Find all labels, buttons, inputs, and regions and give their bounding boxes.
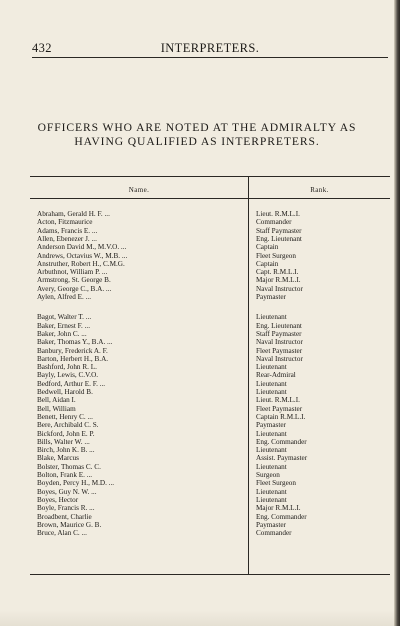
officer-name: Anstruther, Robert H., C.M.G. <box>37 259 125 268</box>
officer-name: Arbuthnot, William P. ... <box>37 268 108 277</box>
officer-name: Armstrong, St. George B. <box>37 276 111 285</box>
section-title-line-1: OFFICERS WHO ARE NOTED AT THE ADMIRALTY AS <box>37 121 357 134</box>
page-bottom-shade <box>0 610 400 626</box>
officer-rank: Eng. Commander <box>256 437 307 446</box>
officer-rank: Assist. Paymaster <box>256 454 308 463</box>
officer-rank: Eng. Commander <box>256 512 307 521</box>
officer-name: Birch, John K. B. ... <box>37 446 95 455</box>
officer-rank: Lieutenant <box>256 487 287 496</box>
officer-rank: Lieutenant <box>256 495 287 504</box>
officer-name: Baker, Ernest F. ... <box>37 321 91 330</box>
officer-name: Avery, George C., B.A. ... <box>37 284 112 293</box>
officer-rank: Naval Instructor <box>256 354 303 363</box>
officer-rank: Lieutenant <box>256 379 287 388</box>
officer-rank: Lieutenant <box>256 388 287 396</box>
officer-name: Blake, Marcus <box>37 454 79 463</box>
officer-name: Acton, Fitzmaurice <box>37 218 93 227</box>
table-row <box>30 293 390 302</box>
officer-rank: Captain <box>256 259 279 268</box>
officer-rank: Naval Instructor <box>256 284 303 293</box>
officer-name: Abraham, Gerald H. F. ... <box>37 210 110 218</box>
officer-name: Banbury, Frederick A. F. <box>37 346 108 355</box>
officer-name: Boyes, Guy N. W. ... <box>37 487 97 496</box>
running-title: INTERPRETERS. <box>160 41 260 55</box>
officer-rank: Fleet Paymaster <box>256 404 303 413</box>
header-row-rule <box>30 198 390 199</box>
officer-rank: Paymaster <box>256 520 286 529</box>
officer-rank: Naval Instructor <box>256 338 303 347</box>
officer-rank: Lieutenant <box>256 462 287 471</box>
column-header-rank: Rank. <box>310 186 329 194</box>
officer-rank: Rear-Admiral <box>256 371 296 380</box>
officer-name: Bagot, Walter T. ... <box>37 313 92 322</box>
column-header-name: Name. <box>128 186 150 194</box>
officer-rank: Captain <box>256 243 279 252</box>
header-rule <box>32 57 388 58</box>
officer-rank: Staff Paymaster <box>256 226 302 235</box>
officer-rank: Major R.M.L.I. <box>256 276 301 285</box>
officer-name: Andrews, Octavius W., M.B. ... <box>37 251 128 260</box>
officer-name: Barton, Herbert H., B.A. <box>37 354 109 363</box>
officer-rank: Commander <box>256 529 292 538</box>
officer-name: Bills, Walter W. ... <box>37 437 90 446</box>
officer-name: Boyden, Percy H., M.D. ... <box>37 479 115 488</box>
officer-name: Adams, Francis E. ... <box>37 226 98 235</box>
officer-rank: Fleet Surgeon <box>256 251 296 260</box>
officer-name: Bell, Aidan I. <box>37 396 76 405</box>
officer-name: Bolster, Thomas C. C. <box>37 462 101 471</box>
officer-rank: Eng. Lieutenant <box>256 234 302 243</box>
officer-name: Baker, Thomas Y., B.A. ... <box>37 338 113 347</box>
officer-rank: Surgeon <box>256 471 280 479</box>
officer-name: Bedford, Arthur E. F. ... <box>37 379 106 388</box>
officer-rank: Major R.M.L.I. <box>256 504 301 513</box>
officer-name: Boyes, Hector <box>37 495 79 504</box>
officer-name: Bell, William <box>37 404 76 413</box>
officer-rank: Capt. R.M.L.I. <box>256 268 299 277</box>
officer-name: Broadbent, Charlie <box>37 512 92 521</box>
officer-rank: Lieut. R.M.L.I. <box>256 210 300 218</box>
officer-name: Brown, Maurice G. B. <box>37 520 102 529</box>
officer-name: Anderson David M., M.V.O. ... <box>37 243 127 252</box>
officer-rank: Lieutenant <box>256 429 287 438</box>
officer-name: Boyle, Francis R. ... <box>37 504 95 513</box>
officer-name: Bolton, Frank E. ... <box>37 471 93 479</box>
officer-name: Aylen, Alfred E. ... <box>37 293 92 301</box>
officer-name: Bickford, John E. P. <box>37 429 95 438</box>
officer-rank: Lieutenant <box>256 446 287 455</box>
table-row <box>30 529 390 538</box>
interpreters-table <box>30 176 390 575</box>
officer-rank: Captain R.M.L.I. <box>256 412 306 421</box>
page-number: 432 <box>32 41 52 55</box>
officer-rank: Paymaster <box>256 293 286 301</box>
officer-rank: Eng. Lieutenant <box>256 321 302 330</box>
officer-rank: Fleet Surgeon <box>256 479 296 488</box>
officer-name: Bedwell, Harold B. <box>37 388 93 396</box>
page-header <box>32 41 388 57</box>
officer-rank: Lieutenant <box>256 363 287 372</box>
officer-name: Bruce, Alan C. ... <box>37 529 87 538</box>
officer-rank: Fleet Paymaster <box>256 346 303 355</box>
officer-name: Baker, John C. ... <box>37 329 87 338</box>
officer-name: Bere, Archibald C. S. <box>37 421 99 430</box>
officer-rank: Staff Paymaster <box>256 329 302 338</box>
officer-rank: Lieutenant <box>256 313 287 322</box>
section-title-line-2: HAVING QUALIFIED AS INTERPRETERS. <box>74 135 320 148</box>
binding-edge <box>394 0 400 626</box>
officer-rank: Commander <box>256 218 292 227</box>
officer-name: Benett, Henry C. ... <box>37 412 93 421</box>
officer-name: Bayly, Lewis, C.V.O. <box>37 371 99 380</box>
officer-name: Bashford, John R. L. <box>37 363 97 372</box>
officer-name: Allen, Ebenezer J. ... <box>37 234 97 243</box>
officer-rank: Lieut. R.M.L.I. <box>256 396 300 405</box>
officer-rank: Paymaster <box>256 421 286 430</box>
